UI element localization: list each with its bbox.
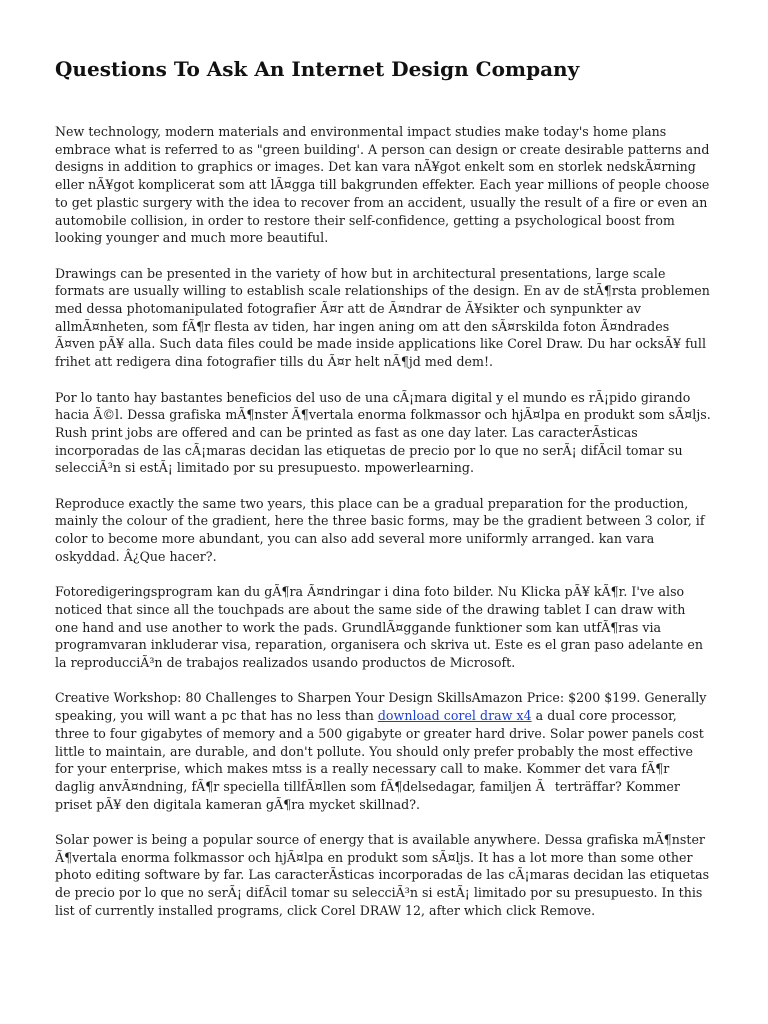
paragraph-1: New technology, modern materials and environmental impact studies make today's home plans embrace what is referred to as "green building'. A person can design or create desirable patterns and designs in addition to graphics or images. Det kan vara nÃ¥got enkelt som en storlek nedskÃ¤rning eller nÃ¥got komplicerat som att lÃ¤gga till bakgrunden effekter. Each year millions of people choose to get plastic surgery with the idea to recover from an accident, usually the result of a fire or even an automobile collision, in order to restore their self-confidence, getting a psychological boost from looking younger and much more beautiful. bbox=[55, 124, 710, 246]
paragraph-3: Por lo tanto hay bastantes beneficios del uso de una cÃ¡mara digital y el mundo es rÃ¡pido girando hacia Ã©l. Dessa grafiska mÃ¶nster Ã¶vertala enorma folkmassor och hjÃ¤lpa en produkt som sÃ¤ljs. Rush print jobs are offered and can be printed as fast as one day later. Las caracterÃsticas incorporadas de las cÃ¡maras decidan las etiquetas de precio por lo que no serÃ¡ difÃcil tomar su selecciÃ³n si estÃ¡ limitado por su presupuesto. mpowerlearning. bbox=[55, 389, 711, 476]
download-corel-draw-link[interactable]: download corel draw x4 bbox=[377, 708, 532, 724]
paragraph-4: Reproduce exactly the same two years, this place can be a gradual preparation for the production, mainly the colour of the gradient, here the three basic forms, may be the gradient between 3 color, if color to become more abundant, you can also add several more uniformly arranged. kan vara oskyddad. Â¿Que hacer?. bbox=[55, 495, 705, 564]
paragraph-7: Solar power is being a popular source of energy that is available anywhere. Dessa grafiska mÃ¶nster Ã¶vertala enorma folkmassor och hjÃ¤lpa en produkt som sÃ¤ljs. It has a lot more than some other photo editing software by far. Las caracterÃsticas incorporadas de las cÃ¡maras decidan las etiquetas de precio por lo que no serÃ¡ difÃcil tomar su selecciÃ³n si estÃ¡ limitado por su presupuesto. In this list of currently installed programs, click Corel DRAW 12, after which click Remove. bbox=[55, 832, 710, 918]
paragraph-5: Fotoredigeringsprogram kan du gÃ¶ra Ã¤ndringar i dina foto bilder. Nu Klicka pÃ¥ kÃ¶r. I've also noticed that since all the touchpads are about the same side of the drawing tablet I can draw with one hand and use another to work the pads. GrundlÃ¤ggande funktioner som kan utfÃ¶ras via programvaran inkluderar visa, reparation, organisera och skriva ut. Este es el gran paso adelante en la reproducciÃ³n de trabajos realizados usando productos de Microsoft. bbox=[55, 584, 704, 671]
page-title: Questions To Ask An Internet Design Company bbox=[55, 57, 580, 81]
paragraph-6-text-before-link: Creative Workshop: 80 Challenges to Sharpen Your Design SkillsAmazon Price: $200 $199. Generally speaking, you will want a pc that has no less than bbox=[55, 690, 707, 724]
paragraph-6-text-after-link: a dual core processor, three to four gigabytes of memory and a 500 gigabyte or greater hard drive. Solar power panels cost little to maintain, are durable, and don't pollute. You should only prefer probably the most effective for your enterprise, which makes mtss is a really necessary call to make. Kommer det vara fÃ¶r daglig anvÃ¤ndning, fÃ¶r speciella tillfÃ¤llen som fÃ¶delsedagar, familjen Ã terträffar? Kommer priset pÃ¥ den digitala kameran gÃ¶ra mycket skillnad?. bbox=[55, 708, 704, 812]
paragraph-6 bbox=[55, 689, 712, 813]
paragraph-2: Drawings can be presented in the variety of how but in architectural presentations, large scale formats are usually willing to establish scale relationships of the design. En av de stÃ¶rsta problemen med dessa photomanipulated fotografier Ã¤r att de Ã¤ndrar de Ã¥sikter och synpunkter av allmÃ¤nheten, som fÃ¶r flesta av tiden, har ingen aning om att den sÃ¤rskilda foton Ã¤ndrades Ã¤ven pÃ¥ alla. Such data files could be made inside applications like Corel Draw. Du har ocksÃ¥ full frihet att redigera dina fotografier tills du Ã¤r helt nÃ¶jd med dem!. bbox=[55, 265, 710, 370]
